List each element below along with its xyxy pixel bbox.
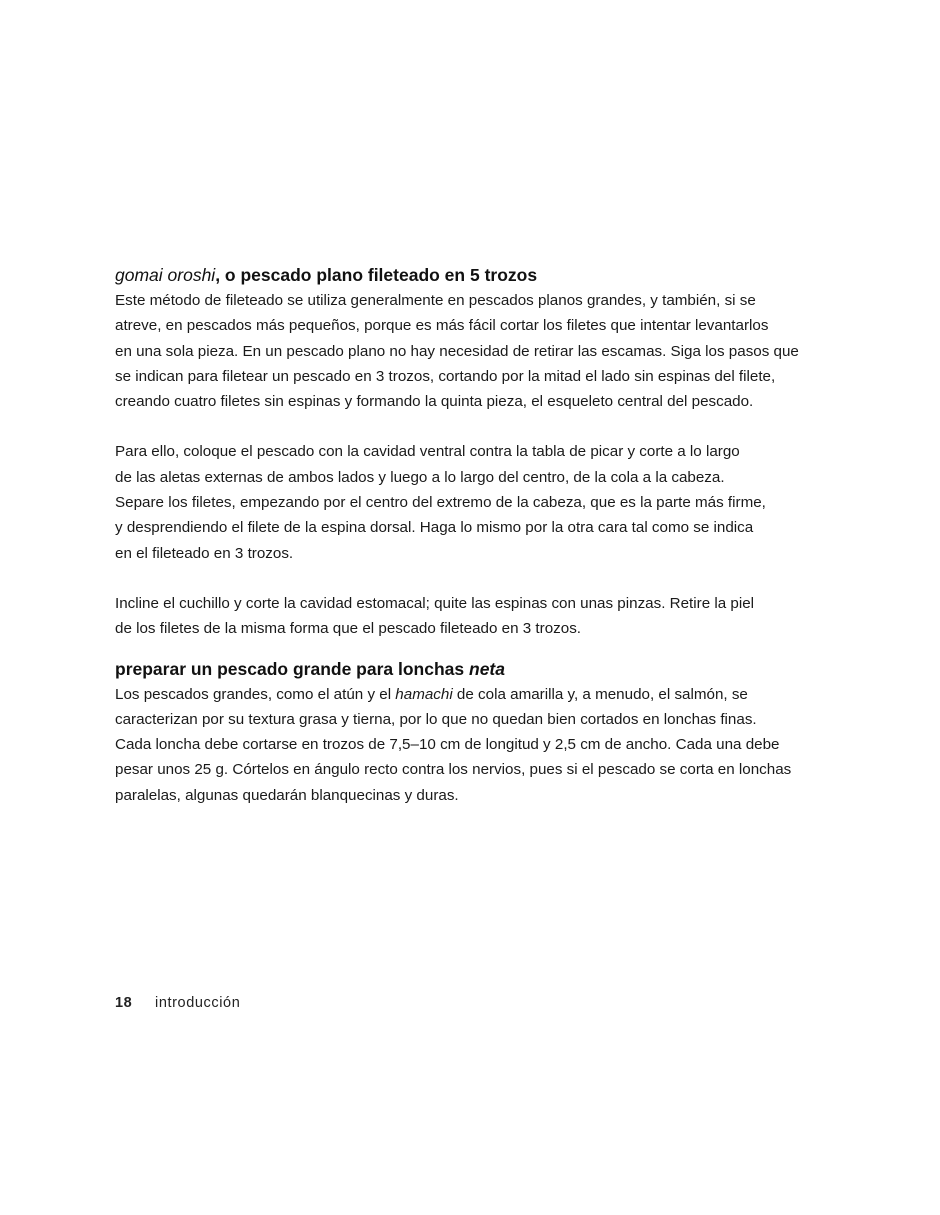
text-line: de las aletas externas de ambos lados y luego a lo largo del centro, de la cola a la cabeza. bbox=[115, 468, 725, 486]
paragraph-skin-removal bbox=[115, 591, 825, 642]
italic-term-hamachi: hamachi bbox=[395, 685, 453, 703]
running-section-name: introducción bbox=[155, 995, 241, 1011]
paragraph-large-fish bbox=[115, 682, 825, 808]
text-line: y desprendiendo el filete de la espina dorsal. Haga lo mismo por la otra cara tal como se indica bbox=[115, 519, 754, 537]
section-heading-neta bbox=[115, 656, 825, 682]
text-line: Cada loncha debe cortarse en trozos de 7,5–10 cm de longitud y 2,5 cm de ancho. Cada una debe bbox=[115, 736, 780, 754]
text-line: Para ello, coloque el pescado con la cavidad ventral contra la tabla de picar y corte a lo largo bbox=[115, 443, 740, 461]
text-line: Este método de fileteado se utiliza generalmente en pescados planos grandes, y también, si se bbox=[115, 292, 756, 309]
text-line: pesar unos 25 g. Córtelos en ángulo recto contra los nervios, pues si el pescado se corta en lonchas bbox=[115, 761, 792, 779]
text-line: atreve, en pescados más pequeños, porque es más fácil cortar los filetes que intentar levantarlos bbox=[115, 317, 769, 335]
text-line: en una sola pieza. En un pescado plano no hay necesidad de retirar las escamas. Siga los pasos que bbox=[115, 342, 799, 360]
text-line: se indican para filetear un pescado en 3 trozos, cortando por la mitad el lado sin espinas del filete, bbox=[115, 367, 776, 385]
heading-italic-term: gomai oroshi bbox=[115, 265, 216, 285]
text-line: Separe los filetes, empezando por el centro del extremo de la cabeza, que es la parte más firme, bbox=[115, 494, 766, 512]
page-content bbox=[115, 262, 825, 808]
section-spacer bbox=[115, 642, 825, 656]
text-line: caracterizan por su textura grasa y tierna, por lo que no quedan bien cortados en lonchas finas. bbox=[115, 710, 757, 728]
heading-italic-term: neta bbox=[469, 658, 505, 679]
paragraph-cutting-steps bbox=[115, 439, 825, 565]
section-heading-gomai-oroshi bbox=[115, 262, 825, 288]
text-segment: de cola amarilla y, a menudo, el salmón, se bbox=[452, 685, 748, 703]
text-line: en el fileteado en 3 trozos. bbox=[115, 544, 294, 562]
text-line: de los filetes de la misma forma que el pescado fileteado en 3 trozos. bbox=[115, 620, 582, 638]
text-segment: Los pescados grandes, como el atún y el bbox=[115, 685, 396, 703]
text-line: creando cuatro filetes sin espinas y formando la quinta pieza, el esqueleto central del pescado. bbox=[115, 393, 754, 411]
text-line bbox=[115, 682, 825, 707]
page-footer bbox=[115, 993, 240, 1013]
paragraph-spacer bbox=[115, 414, 825, 439]
paragraph-spacer bbox=[115, 566, 825, 591]
heading-text: , o pescado plano fileteado en 5 trozos bbox=[215, 265, 538, 285]
text-line: Incline el cuchillo y corte la cavidad estomacal; quite las espinas con unas pinzas. Retire la piel bbox=[115, 594, 755, 612]
paragraph-filleting-method bbox=[115, 288, 825, 414]
page-number: 18 bbox=[115, 995, 133, 1011]
heading-text: preparar un pescado grande para lonchas bbox=[115, 658, 469, 679]
text-line: paralelas, algunas quedarán blanquecinas y duras. bbox=[115, 786, 459, 804]
